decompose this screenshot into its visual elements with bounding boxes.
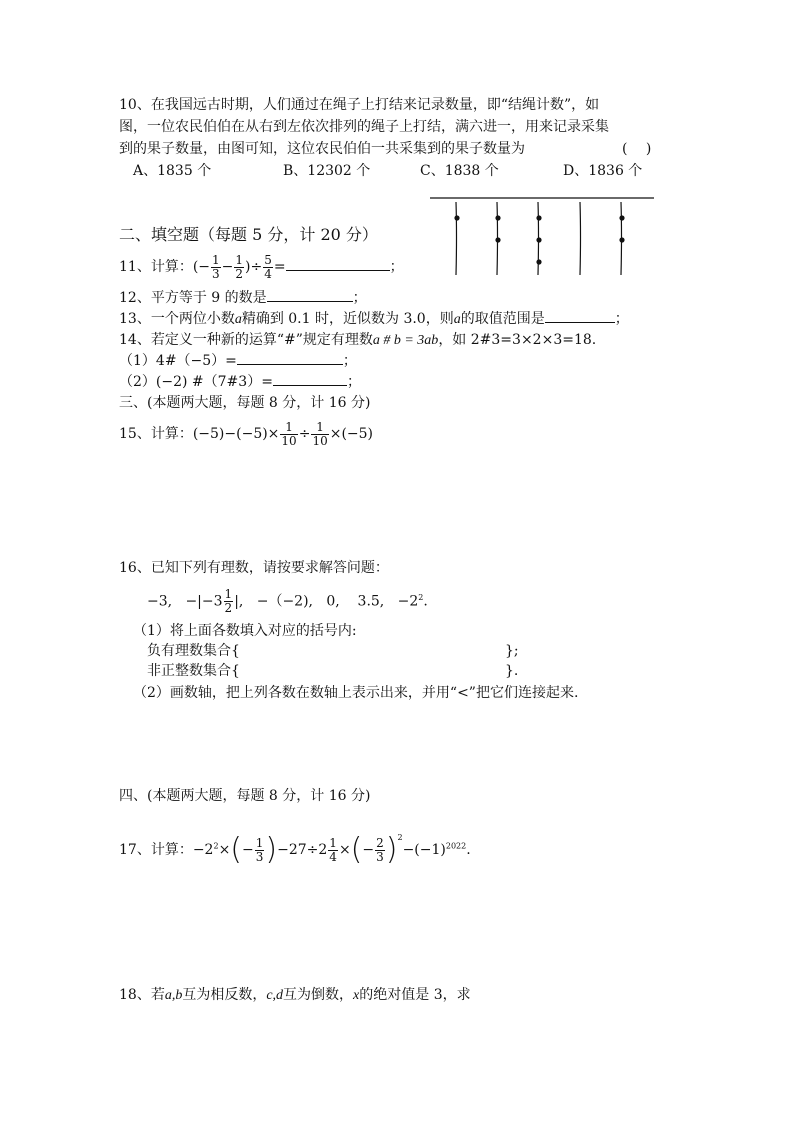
rope-knot [536,259,541,264]
rope-knot [536,215,541,220]
q17-c: −27÷2 [277,842,328,858]
q14-sub2-text: （2）(−2) #（7#3）= [119,374,273,390]
q11-label: 11、计算： [119,259,193,275]
q17-mixed-num: 1 [329,835,337,850]
section2-title: 二、填空题（每题 5 分，计 20 分） [119,225,378,244]
q16-set2-end: }. [505,663,519,679]
q13-end: ； [614,311,629,327]
q14-sub2-end: ； [346,374,361,390]
q16-set1: 负有理数集合{ [147,643,240,659]
q18-mid2: 互为倒数， [283,987,354,1003]
q18-x: x [353,988,360,1003]
q18-cd: c,d [266,988,284,1003]
rope-knot [536,237,541,242]
q17-a-sup: 2 [213,841,219,851]
q11-eq: = [273,259,286,275]
q14-post: ，如 2#3=3×2×3=18. [438,332,597,348]
q16-intro: 16、已知下列有理数，请按要求解答问题： [119,560,389,576]
q15-frac1 [280,421,297,448]
q17-times2: × [338,842,351,858]
q11-answer-blank[interactable] [286,258,390,271]
q10-option-b: B、12302 个 [283,163,371,179]
q18-pre: 18、若 [119,987,165,1003]
q11-frac3 [263,254,273,281]
q14-sub2 [119,373,361,391]
q13-pre: 13、一个两位小数 [119,311,235,327]
q16-num-2b: |, [234,593,244,610]
q13-post: 的取值范围是 [460,311,545,327]
q17-e-sup: 2022 [445,841,467,851]
rope-knot [619,237,624,242]
q15-frac2 [311,421,328,448]
q10-answer-paren: ( ) [622,141,652,157]
q10-option-d: D、1836 个 [563,163,643,179]
q17-paren2-sup: 2 [397,833,403,842]
q15-f2-num: 1 [311,421,328,435]
q17-f1-num: 1 [255,835,264,850]
section4-title: 四、(本题两大题，每题 8 分，计 16 分) [119,788,371,804]
q17-paren2-open: ( [350,832,363,867]
q16-num-3: −（−2), [256,593,313,610]
q17-frac1 [255,837,265,864]
q12 [119,289,367,307]
q11-frac1 [211,254,221,281]
q17-mixed-frac [328,837,338,864]
q14-sub1-text: （1）4#（−5）= [119,353,237,369]
q11 [119,249,404,285]
q15-part-a: (−5)−(−5)× [192,426,280,442]
q16-frac-num: 1 [224,587,233,602]
q12-answer-blank[interactable] [267,289,353,302]
q16-num-6-sup: 2 [418,593,424,602]
q16-frac-den: 2 [224,601,233,616]
section3-title: 三、(本题两大题，每题 8 分，计 16 分) [119,395,371,411]
q13-mid: 精确到 0.1 时，近似数为 3.0，则 [241,311,454,327]
q17-f2-num: 2 [376,835,384,850]
q11-end: ； [389,259,404,275]
q16-num-5: 3.5, [357,593,385,610]
q17-paren2-close: ) [385,832,398,867]
q15-f2-den: 10 [312,433,328,448]
q17-times1: × [218,842,231,858]
q18-mid1: 互为相反数， [182,987,267,1003]
rope-knot [495,215,500,220]
q11-frac2 [234,254,244,281]
q17: 17、计算：$-2^2\times(-$ $\frac{1}{3}$ )−27÷2 $\frac{1}{4}$ ×(− $\frac{2}{3}$ )$^2-(-1)^{2022}$. [119,832,471,867]
q17-frac2 [375,837,385,864]
q11-close: )÷ [245,259,263,275]
q16-set1-end: }; [505,643,519,659]
q17-mixed-den: 4 [329,849,337,864]
q17-e: −(−1) [402,842,446,858]
q14-sub2-blank[interactable] [273,373,347,386]
q14-sub1-blank[interactable] [237,352,343,365]
q17-end: . [466,842,471,858]
q11-f2-den: 2 [235,266,244,281]
q16-num-1: −3, [147,593,173,610]
q11-minus: − [221,259,234,275]
q14-pre: 14、若定义一种新的运算“#”规定有理数 [119,332,373,348]
q15-f1-den: 10 [281,433,297,448]
q16-set2: 非正整数集合{ [147,663,240,679]
q16-part1: （1）将上面各数填入对应的括号内: [133,623,357,639]
q12-text: 12、平方等于 9 的数是 [119,290,267,306]
q13 [119,310,629,329]
q16-num-6: −2 [397,593,419,610]
q10-line1: 10、在我国远古时期，人们通过在绳子上打结来记录数量，即“结绳计数”，如 [119,97,600,113]
q13-answer-blank[interactable] [545,310,615,323]
q10-option-a: A、1835 个 [133,163,212,179]
q17-f2-den: 3 [376,849,384,864]
knot-rope-figure [426,190,666,280]
q10-line2: 图，一位农民伯伯在从右到左依次排列的绳子上打结，满六进一，用来记录采集 [119,119,609,135]
q17-a: −2 [192,842,214,858]
rope-knot [619,215,624,220]
q16-num-2-frac [224,588,234,615]
q14-rule: a # b = 3ab [372,333,439,348]
q11-f2-num: 1 [235,252,244,267]
q11-f1-num: 1 [212,252,220,267]
q15-label: 15、计算： [119,426,193,442]
q17-f1-den: 3 [255,849,264,864]
q17-paren1-open: ( [230,832,243,867]
rope-knot [454,215,459,220]
q15-part-c: ×(−5) [329,426,374,442]
q18-ab: a,b [164,988,183,1003]
q17-label: 17、计算： [119,842,193,858]
q14-sub1 [119,352,357,370]
q15-f1-num: 1 [280,421,297,435]
q10-line3: 到的果子数量，由图可知，这位农民伯伯一共采集到的果子数量为 [119,141,525,157]
q16-num-4: 0, [326,593,340,610]
q13-var2: a [453,312,461,327]
q16-part2: （2）画数轴，把上列各数在数轴上表示出来，并用“<”把它们连接起来. [133,685,579,701]
q17-paren1-close: ) [265,832,278,867]
q16-num-6-end: . [423,593,428,610]
rope-knot [495,237,500,242]
q16-num-2a: −|−3 [185,593,223,610]
q18 [119,986,471,1005]
q11-f3-num: 5 [264,252,272,267]
q13-var: a [234,312,242,327]
q18-post: 的绝对值是 3，求 [359,987,471,1003]
q11-f3-den: 4 [264,266,272,281]
q16-numbers [147,580,428,616]
q15 [119,415,373,453]
q11-f1-den: 3 [212,266,220,281]
q12-end: ； [352,290,367,306]
q15-div: ÷ [298,426,311,442]
q14 [119,331,596,350]
q11-open: (− [192,259,211,275]
q10-option-c: C、1838 个 [420,163,499,179]
q14-sub1-end: ； [342,353,357,369]
